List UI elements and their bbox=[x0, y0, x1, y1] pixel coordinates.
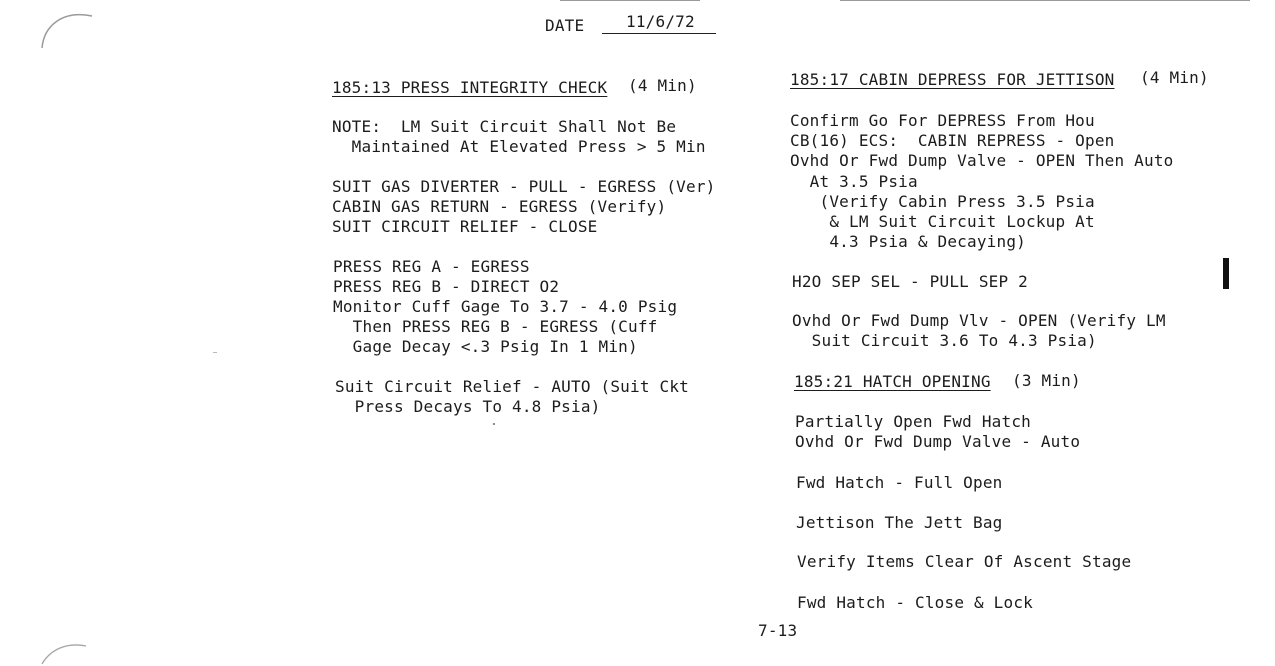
right-line: Suit Circuit 3.6 To 4.3 Psia) bbox=[792, 331, 1097, 350]
date-value: 11/6/72 bbox=[626, 12, 695, 31]
page-number: 7-13 bbox=[758, 621, 798, 640]
left-section-duration: (4 Min) bbox=[628, 76, 697, 95]
right-section1-duration: (4 Min) bbox=[1140, 68, 1209, 87]
right-line: Jettison The Jett Bag bbox=[796, 513, 1003, 532]
left-line: PRESS REG B - DIRECT O2 bbox=[333, 277, 560, 296]
date-label: DATE bbox=[545, 16, 585, 35]
right-line: At 3.5 Psia bbox=[790, 172, 918, 191]
scan-tick bbox=[213, 352, 217, 353]
right-section2-duration: (3 Min) bbox=[1012, 371, 1081, 390]
top-edge-rule bbox=[560, 0, 700, 1]
right-line: Partially Open Fwd Hatch bbox=[795, 412, 1031, 431]
right-line: Fwd Hatch - Full Open bbox=[796, 473, 1003, 492]
top-edge-rule-right bbox=[840, 0, 1250, 1]
right-line: H2O SEP SEL - PULL SEP 2 bbox=[792, 272, 1028, 291]
punch-hole-mark-top bbox=[40, 4, 100, 50]
right-line: CB(16) ECS: CABIN REPRESS - Open bbox=[790, 131, 1115, 150]
right-section2-title: 185:21 HATCH OPENING bbox=[794, 372, 991, 391]
left-line: Maintained At Elevated Press > 5 Min bbox=[332, 137, 706, 156]
right-line: Ovhd Or Fwd Dump Valve - OPEN Then Auto bbox=[790, 151, 1174, 170]
right-line: Verify Items Clear Of Ascent Stage bbox=[797, 552, 1132, 571]
left-line: CABIN GAS RETURN - EGRESS (Verify) bbox=[332, 197, 667, 216]
right-line: Confirm Go For DEPRESS From Hou bbox=[790, 111, 1095, 130]
left-line: SUIT CIRCUIT RELIEF - CLOSE bbox=[332, 217, 598, 236]
left-line: NOTE: LM Suit Circuit Shall Not Be bbox=[332, 117, 677, 136]
right-line: 4.3 Psia & Decaying) bbox=[790, 232, 1026, 251]
right-line: Fwd Hatch - Close & Lock bbox=[797, 593, 1033, 612]
date-underline bbox=[602, 33, 716, 34]
change-bar-mark bbox=[1223, 258, 1229, 289]
left-line: Suit Circuit Relief - AUTO (Suit Ckt bbox=[335, 377, 689, 396]
left-line: Gage Decay <.3 Psig In 1 Min) bbox=[333, 337, 638, 356]
right-line: (Verify Cabin Press 3.5 Psia bbox=[790, 192, 1095, 211]
left-line: SUIT GAS DIVERTER - PULL - EGRESS (Ver) bbox=[332, 177, 716, 196]
right-line: Ovhd Or Fwd Dump Valve - Auto bbox=[795, 432, 1081, 451]
left-line: Then PRESS REG B - EGRESS (Cuff bbox=[333, 317, 658, 336]
left-section-title: 185:13 PRESS INTEGRITY CHECK bbox=[332, 78, 608, 97]
scan-speck bbox=[493, 423, 495, 425]
right-line: & LM Suit Circuit Lockup At bbox=[790, 212, 1095, 231]
left-line: Monitor Cuff Gage To 3.7 - 4.0 Psig bbox=[333, 297, 678, 316]
right-line: Ovhd Or Fwd Dump Vlv - OPEN (Verify LM bbox=[792, 311, 1166, 330]
left-line: PRESS REG A - EGRESS bbox=[333, 257, 530, 276]
right-section1-title: 185:17 CABIN DEPRESS FOR JETTISON bbox=[790, 70, 1115, 89]
punch-hole-mark-bottom bbox=[40, 636, 90, 666]
left-line: Press Decays To 4.8 Psia) bbox=[335, 397, 601, 416]
